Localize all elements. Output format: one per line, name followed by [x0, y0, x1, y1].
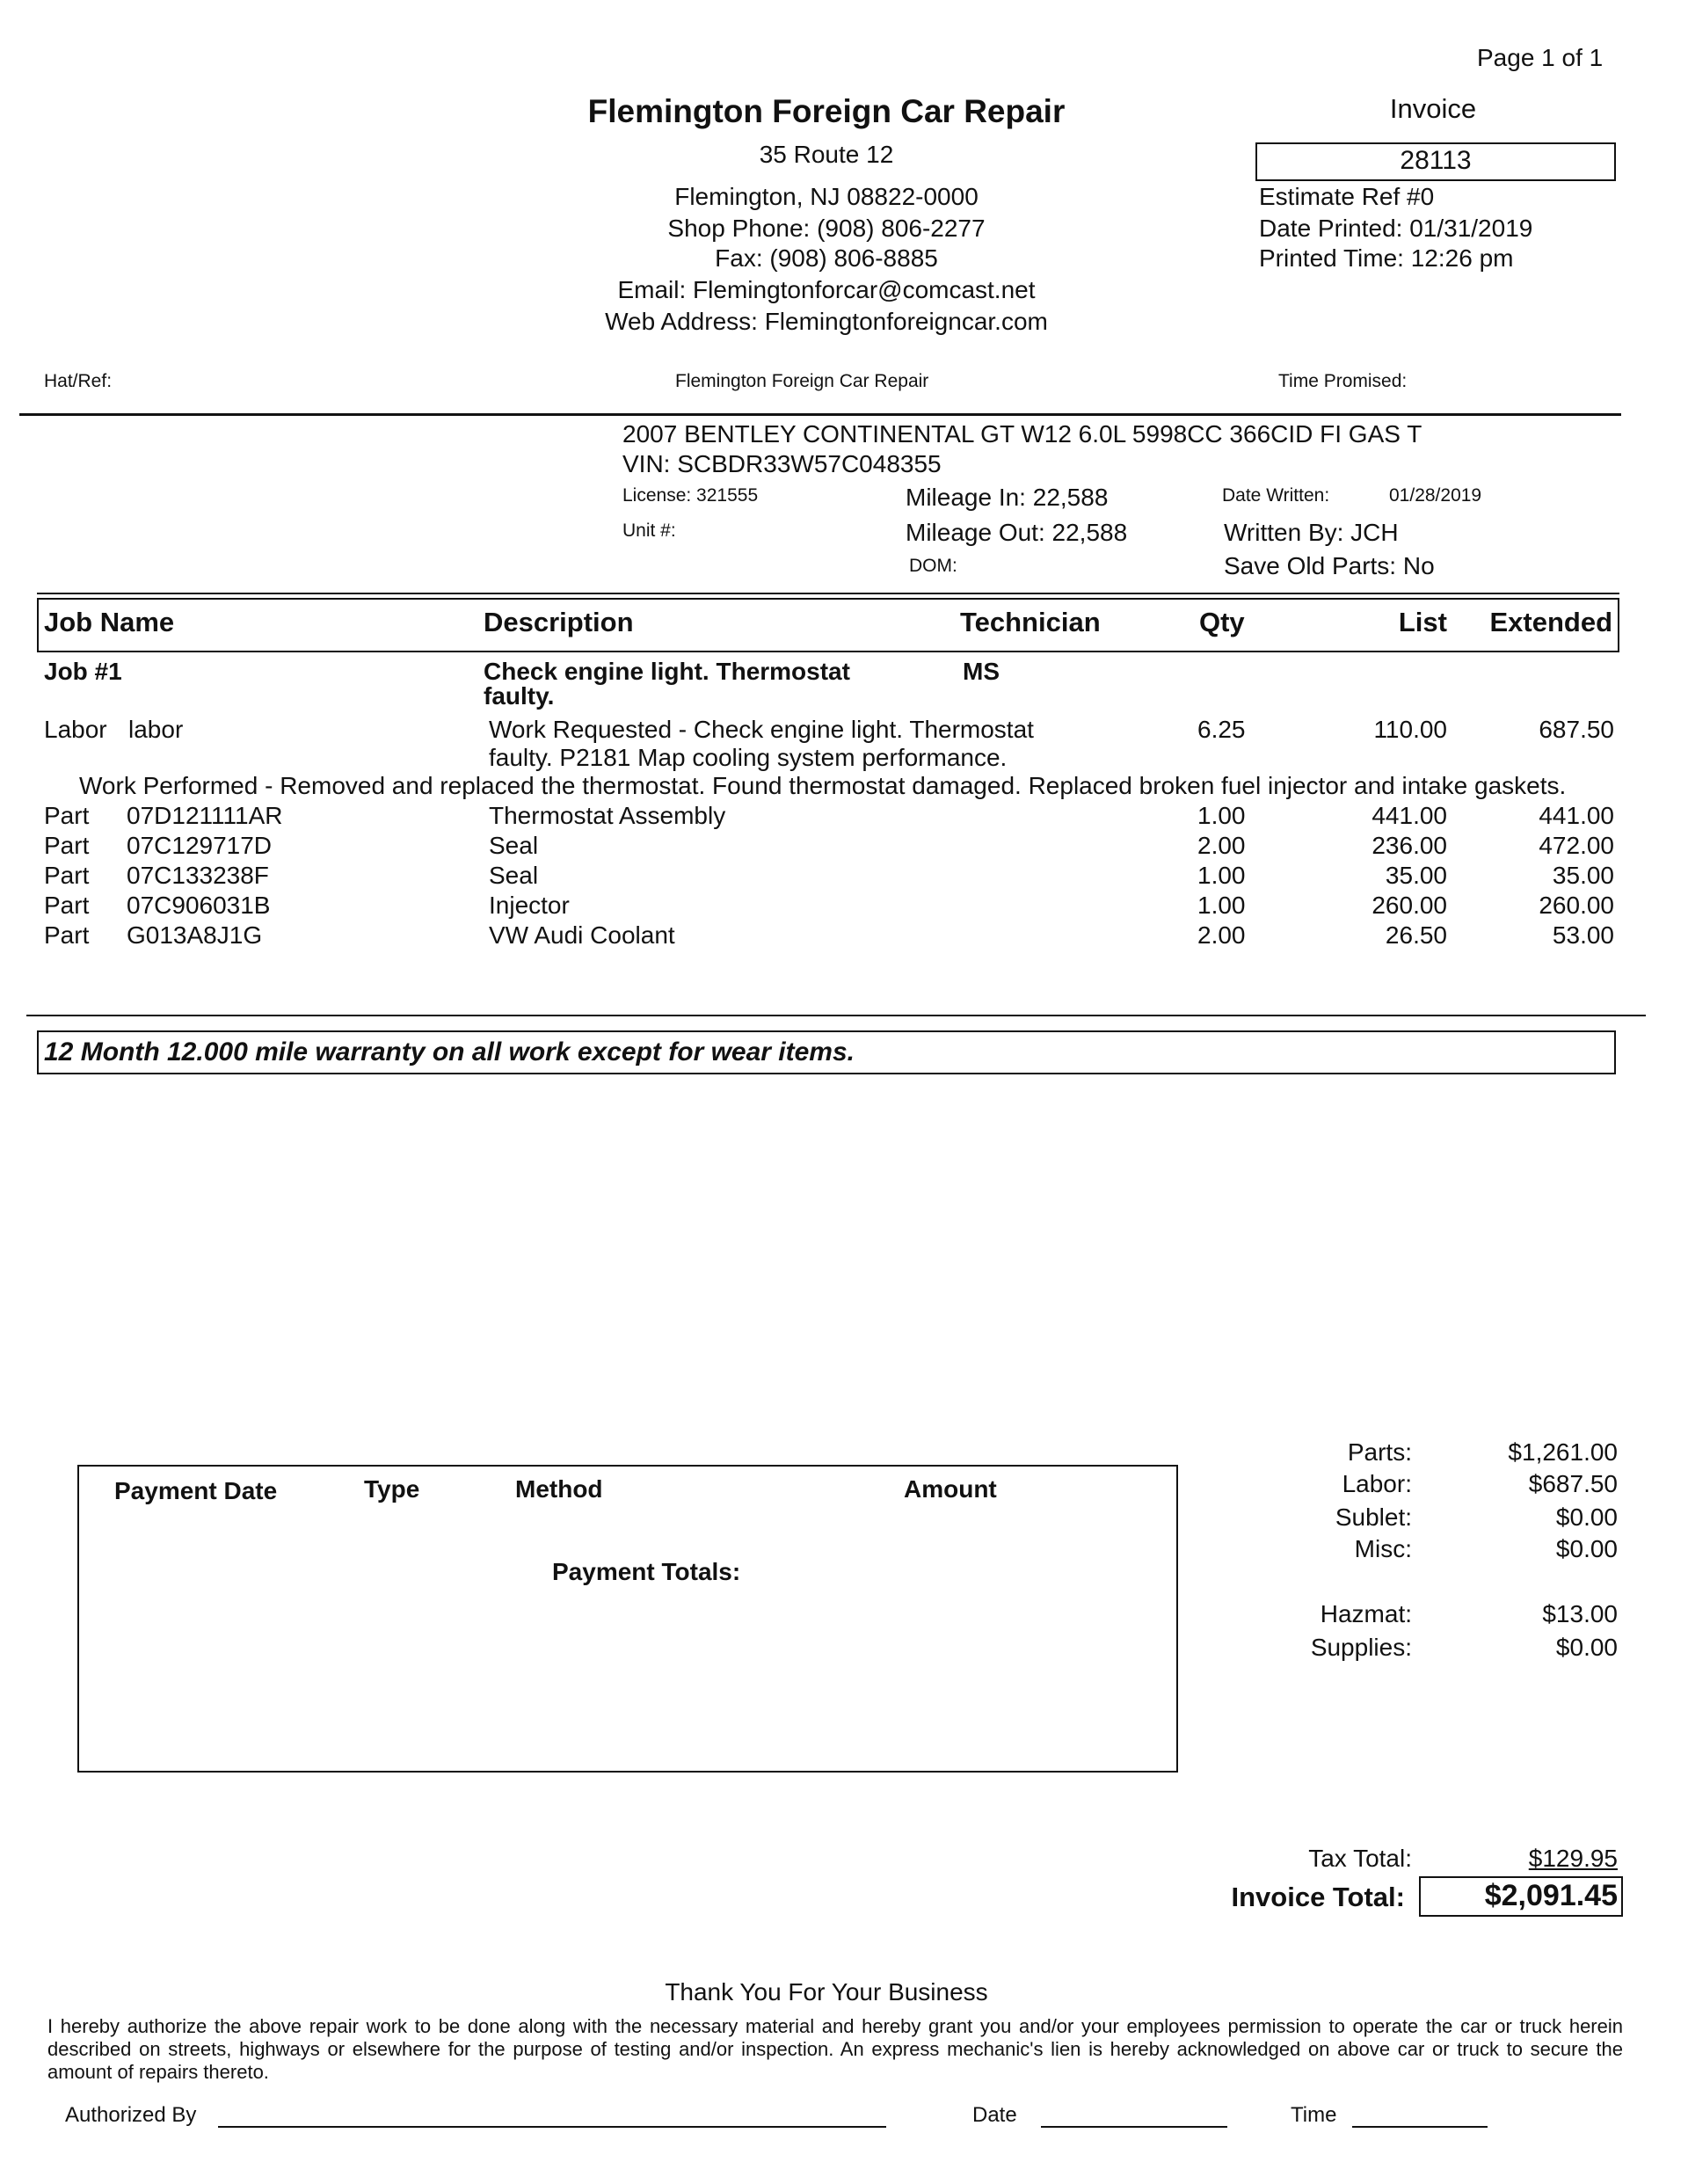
payment-date-header: Payment Date — [114, 1477, 278, 1504]
invoice-total-label: Invoice Total: — [1231, 1882, 1405, 1912]
payment-box — [77, 1465, 1178, 1773]
page-indicator: Page 1 of 1 — [1477, 44, 1604, 71]
part-type: Part — [44, 862, 90, 889]
vehicle-unit: Unit #: — [622, 521, 676, 541]
invoice-number: 28113 — [1400, 146, 1472, 175]
estimate-ref: Estimate Ref #0 — [1259, 183, 1435, 210]
date-written-label: Date Written: — [1222, 485, 1330, 506]
parts-total-label: Parts: — [1347, 1438, 1412, 1466]
header-job-name: Job Name — [44, 607, 175, 637]
subheader-shop-name: Flemington Foreign Car Repair — [675, 371, 929, 391]
table-bottom-line — [26, 1015, 1646, 1016]
shop-address-1: 35 Route 12 — [759, 141, 894, 168]
part-list: 236.00 — [1372, 832, 1447, 859]
header-qty: Qty — [1199, 607, 1245, 637]
payment-totals-label: Payment Totals: — [552, 1558, 741, 1585]
printed-time: Printed Time: 12:26 pm — [1259, 244, 1514, 272]
part-extended: 35.00 — [1552, 862, 1614, 889]
supplies-total-label: Supplies: — [1310, 1634, 1412, 1661]
labor-description-1: Work Requested - Check engine light. Thermostat — [489, 716, 1034, 743]
time-label: Time — [1291, 2103, 1337, 2127]
payment-amount-header: Amount — [904, 1475, 997, 1503]
part-desc: Seal — [489, 862, 539, 889]
header-extended: Extended — [1489, 607, 1612, 637]
shop-email: Email: Flemingtonforcar@comcast.net — [617, 276, 1036, 303]
labor-type: Labor — [44, 716, 107, 743]
job-technician: MS — [963, 658, 1000, 685]
dom: DOM: — [909, 556, 957, 576]
part-extended: 53.00 — [1552, 921, 1614, 949]
vehicle-license: License: 321555 — [622, 485, 759, 506]
parts-total: $1,261.00 — [1508, 1438, 1618, 1466]
warranty-text: 12 Month 12.000 mile warranty on all work except for wear items. — [44, 1037, 855, 1067]
supplies-total: $0.00 — [1555, 1634, 1618, 1661]
labor-description-2: faulty. P2181 Map cooling system performance. — [489, 744, 1008, 771]
header-divider — [19, 413, 1621, 416]
authorized-by-label: Authorized By — [65, 2103, 197, 2127]
hazmat-total-label: Hazmat: — [1320, 1600, 1412, 1627]
date-line[interactable] — [1041, 2126, 1227, 2128]
vehicle-description: 2007 BENTLEY CONTINENTAL GT W12 6.0L 5998CC 366CID FI GAS T — [622, 420, 1422, 448]
part-list: 35.00 — [1385, 862, 1447, 889]
part-type: Part — [44, 892, 90, 919]
labor-code: labor — [128, 716, 184, 743]
labor-total: $687.50 — [1528, 1470, 1618, 1497]
part-extended: 441.00 — [1539, 802, 1614, 829]
mileage-in: Mileage In: 22,588 — [906, 484, 1109, 511]
authorization-text: I hereby authorize the above repair work to be done along with the necessary material and hereby grant you and/or your employees permission to operate the car or truck herein described on streets, highways or elsewhere for the purpose of testing and/or inspection. An express mechanic's lien is hereby acknowledged on above car or truck to secure the amount of repairs thereto. — [47, 2015, 1623, 2083]
header-description: Description — [484, 607, 634, 637]
part-type: Part — [44, 921, 90, 949]
thank-you: Thank You For Your Business — [665, 1978, 988, 2006]
labor-list: 110.00 — [1373, 716, 1447, 743]
header-list: List — [1398, 607, 1447, 637]
part-extended: 472.00 — [1539, 832, 1614, 859]
misc-total-label: Misc: — [1354, 1535, 1412, 1562]
part-type: Part — [44, 832, 90, 859]
date-printed: Date Printed: 01/31/2019 — [1259, 215, 1533, 242]
job-name: Job #1 — [44, 658, 122, 685]
part-code: 07C129717D — [127, 832, 273, 859]
labor-total-label: Labor: — [1342, 1470, 1412, 1497]
labor-qty: 6.25 — [1197, 716, 1246, 743]
labor-extended: 687.50 — [1539, 716, 1614, 743]
vehicle-vin: VIN: SCBDR33W57C048355 — [622, 450, 942, 477]
part-extended: 260.00 — [1539, 892, 1614, 919]
invoice-label: Invoice — [1389, 93, 1477, 124]
part-qty: 2.00 — [1197, 921, 1246, 949]
part-qty: 2.00 — [1197, 832, 1246, 859]
part-desc: Thermostat Assembly — [489, 802, 726, 829]
part-list: 260.00 — [1372, 892, 1447, 919]
part-code: G013A8J1G — [127, 921, 263, 949]
payment-method-header: Method — [515, 1475, 603, 1503]
part-qty: 1.00 — [1197, 892, 1246, 919]
shop-fax: Fax: (908) 806-8885 — [715, 244, 938, 272]
header-technician: Technician — [960, 607, 1101, 637]
time-line[interactable] — [1352, 2126, 1488, 2128]
date-written: 01/28/2019 — [1389, 485, 1482, 506]
part-desc: Injector — [489, 892, 570, 919]
part-type: Part — [44, 802, 90, 829]
part-desc: Seal — [489, 832, 539, 859]
tax-total-label: Tax Total: — [1308, 1845, 1412, 1872]
payment-type-header: Type — [364, 1475, 420, 1503]
save-old-parts: Save Old Parts: No — [1224, 552, 1435, 579]
part-desc: VW Audi Coolant — [489, 921, 675, 949]
job-description-2: faulty. — [484, 682, 555, 710]
sublet-total: $0.00 — [1555, 1503, 1618, 1531]
job-description-1: Check engine light. Thermostat — [484, 658, 850, 685]
shop-name: Flemington Foreign Car Repair — [587, 93, 1066, 129]
part-code: 07C906031B — [127, 892, 271, 919]
work-performed: Work Performed - Removed and replaced the thermostat. Found thermostat damaged. Replaced broken fuel injector and intake gaskets. — [79, 772, 1567, 799]
tax-total: $129.95 — [1528, 1845, 1618, 1872]
written-by: Written By: JCH — [1224, 519, 1399, 546]
part-list: 441.00 — [1372, 802, 1447, 829]
part-list: 26.50 — [1385, 921, 1447, 949]
authorized-by-line[interactable] — [218, 2126, 886, 2128]
part-code: 07D121111AR — [127, 802, 283, 829]
part-code: 07C133238F — [127, 862, 269, 889]
part-qty: 1.00 — [1197, 862, 1246, 889]
shop-address-2: Flemington, NJ 08822-0000 — [674, 183, 979, 210]
invoice-total: $2,091.45 — [1484, 1879, 1618, 1912]
date-label: Date — [972, 2103, 1017, 2127]
part-qty: 1.00 — [1197, 802, 1246, 829]
time-promised: Time Promised: — [1278, 371, 1408, 391]
shop-web: Web Address: Flemingtonforeigncar.com — [605, 308, 1048, 335]
mileage-out: Mileage Out: 22,588 — [906, 519, 1128, 546]
hat-ref: Hat/Ref: — [44, 371, 113, 391]
table-top-line — [37, 593, 1619, 594]
shop-phone: Shop Phone: (908) 806-2277 — [667, 215, 986, 242]
misc-total: $0.00 — [1555, 1535, 1618, 1562]
sublet-total-label: Sublet: — [1335, 1503, 1412, 1531]
hazmat-total: $13.00 — [1542, 1600, 1618, 1627]
